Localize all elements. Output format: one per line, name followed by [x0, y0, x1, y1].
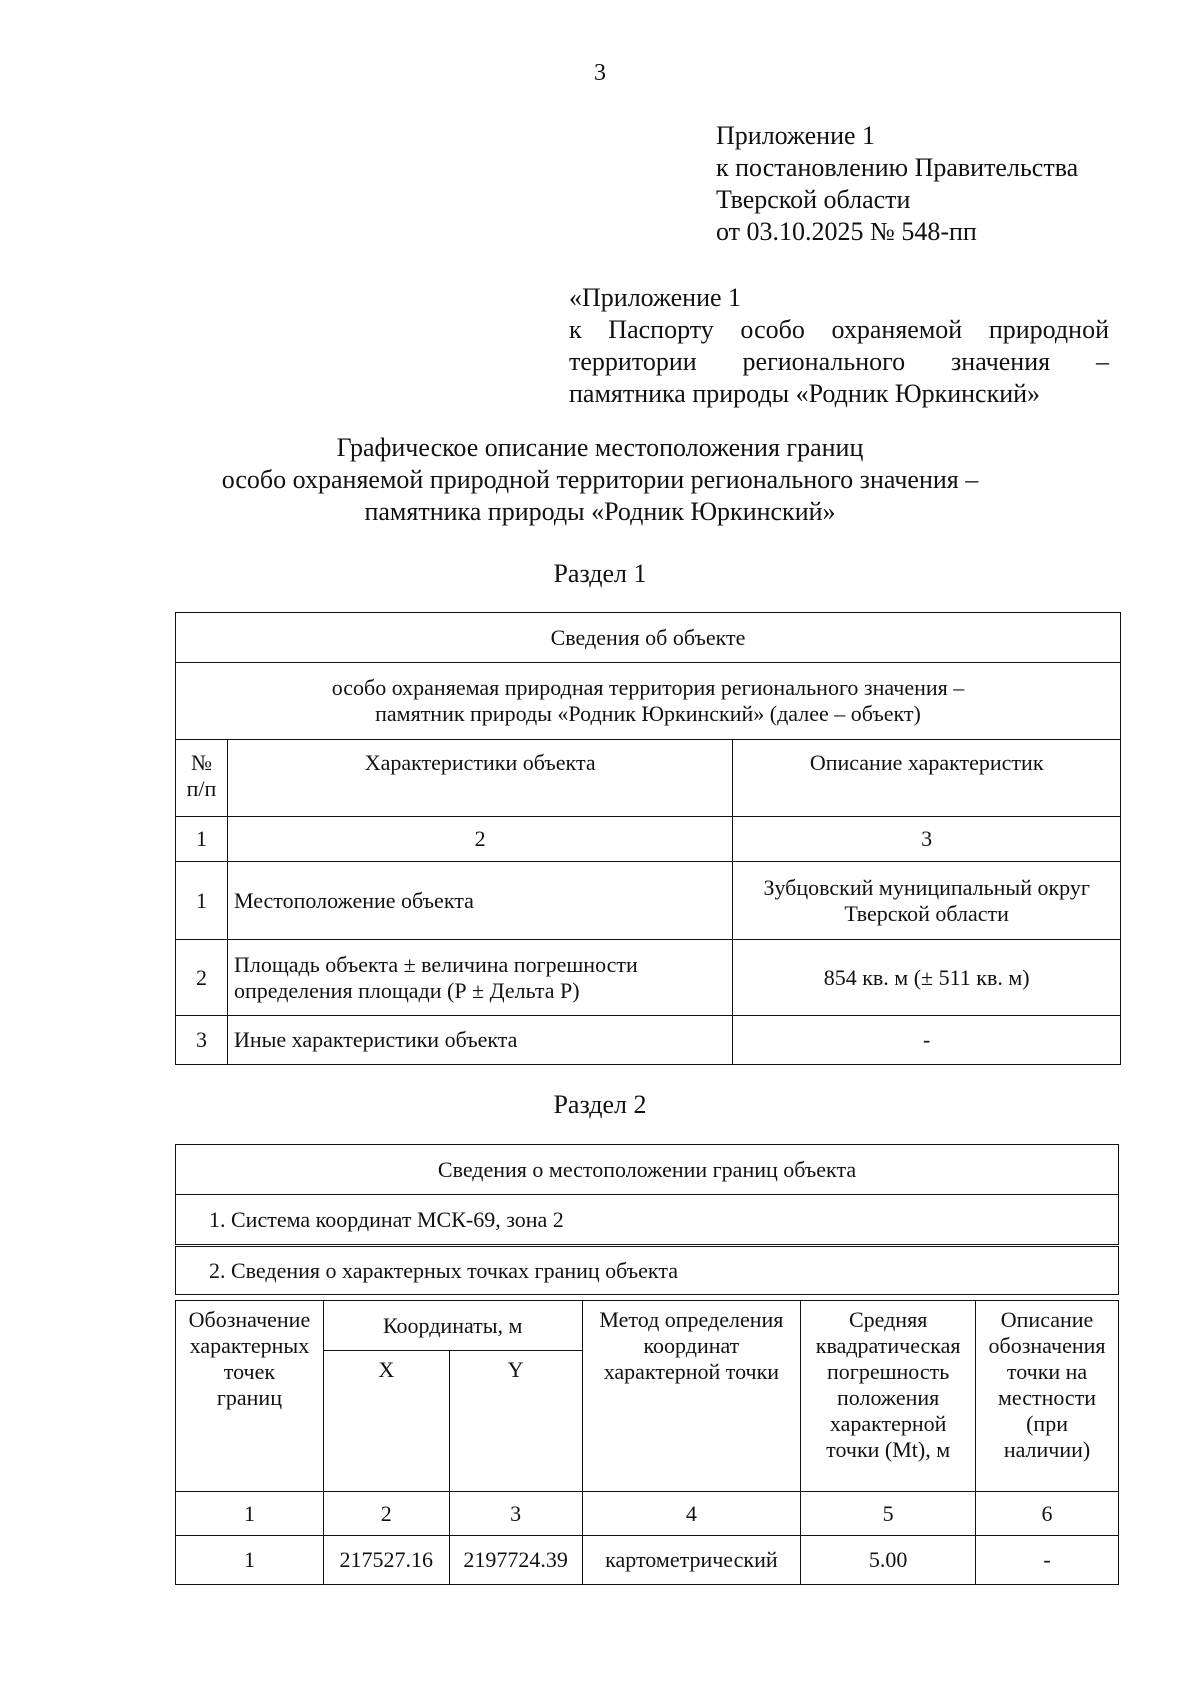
column-number: 2: [227, 817, 732, 862]
header-line: границ: [216, 1385, 282, 1410]
coordinate-system: 1. Система координат МСК-69, зона 2: [176, 1195, 1119, 1245]
column-header-coordinates: Координаты, м: [323, 1301, 582, 1351]
column-header-num: [176, 740, 228, 817]
header-line: наличии): [1003, 1437, 1091, 1462]
column-number: 3: [449, 1492, 582, 1536]
boundary-points-table: [175, 1300, 1119, 1585]
header-line: характерной точки: [603, 1359, 780, 1384]
column-header-num-line: №: [190, 750, 212, 775]
column-number: 4: [582, 1492, 801, 1536]
boundary-info-table: [175, 1144, 1119, 1245]
appendix-header-line: Тверской области: [716, 185, 911, 214]
row-number: 1: [176, 862, 228, 940]
row-value: -: [733, 1016, 1121, 1065]
column-number: 5: [801, 1492, 976, 1536]
column-header-method: [582, 1301, 801, 1492]
appendix-header-line: Приложение 1: [716, 121, 876, 150]
title-line: особо охраняемой природной территории регионального значения –: [221, 465, 979, 494]
row-number: 3: [176, 1016, 228, 1065]
column-number: 1: [176, 1492, 324, 1536]
column-header-characteristics: Характеристики объекта: [227, 740, 732, 817]
point-x: 217527.16: [323, 1536, 449, 1585]
row-characteristic: [227, 940, 732, 1016]
appendix-passport: [569, 282, 1109, 410]
column-header-x: X: [323, 1351, 449, 1492]
column-number: 3: [733, 817, 1121, 862]
header-line: Метод определения: [599, 1307, 784, 1332]
header-line: характерных: [189, 1333, 310, 1358]
appendix-passport-line: к Паспорту особо охраняемой природной: [569, 315, 1109, 344]
row-value-line: Тверской области: [844, 900, 1009, 926]
object-name-line: особо охраняемая природная территория регионального значения –: [331, 675, 965, 700]
column-header-y: Y: [449, 1351, 582, 1492]
row-characteristic: Иные характеристики объекта: [227, 1016, 732, 1065]
table-row: [176, 1536, 1119, 1585]
table-title: Сведения об объекте: [176, 613, 1121, 663]
table-row: [176, 862, 1121, 940]
row-characteristic-line: Площадь объекта ± величина погрешности: [233, 951, 638, 977]
column-number: 2: [323, 1492, 449, 1536]
row-value: 854 кв. м (± 511 кв. м): [733, 940, 1121, 1016]
column-header-designation: [176, 1301, 324, 1492]
point-marker: -: [976, 1536, 1119, 1585]
point-method: картометрический: [582, 1536, 801, 1585]
column-header-marker: [976, 1301, 1119, 1492]
appendix-passport-line: территории регионального значения –: [569, 347, 1109, 376]
object-name-line: памятник природы «Родник Юркинский» (далее – объект): [375, 701, 921, 726]
row-characteristic: Местоположение объекта: [227, 862, 732, 940]
row-characteristic-line: определения площади (Р ± Дельта Р): [233, 977, 580, 1003]
header-line: квадратическая: [815, 1333, 961, 1358]
object-info-table: [175, 612, 1121, 1065]
document-title: [0, 432, 1200, 528]
row-value: [733, 862, 1121, 940]
column-number: 1: [176, 817, 228, 862]
column-header-error: [801, 1301, 976, 1492]
header-line: точек: [223, 1359, 276, 1384]
appendix-passport-line: «Приложение 1: [569, 283, 742, 312]
object-name-cell: [176, 663, 1121, 740]
header-line: погрешность: [827, 1359, 950, 1384]
point-y: 2197724.39: [449, 1536, 582, 1585]
header-line: местности: [997, 1385, 1097, 1410]
points-info: 2. Сведения о характерных точках границ объекта: [176, 1247, 1119, 1295]
point-error: 5.00: [801, 1536, 976, 1585]
header-line: (при: [1026, 1411, 1068, 1436]
title-line: памятника природы «Родник Юркинский»: [364, 497, 836, 526]
appendix-header-line: от 03.10.2025 № 548-пп: [716, 217, 977, 246]
table-title: Сведения о местоположении границ объекта: [176, 1145, 1119, 1195]
header-line: точки (Mt), м: [826, 1437, 951, 1462]
header-line: положения: [837, 1385, 940, 1410]
column-header-num-line: п/п: [186, 776, 217, 801]
header-line: характерной: [829, 1411, 947, 1436]
header-line: Средняя: [848, 1307, 928, 1332]
point-designation: 1: [176, 1536, 324, 1585]
column-number: 6: [976, 1492, 1119, 1536]
header-line: координат: [643, 1333, 740, 1358]
header-line: точки на: [1006, 1359, 1088, 1384]
table-row: [176, 940, 1121, 1016]
table-row: [176, 1016, 1121, 1065]
section1-heading: Раздел 1: [553, 559, 647, 588]
header-line: Обозначение: [188, 1307, 311, 1332]
column-header-description: Описание характеристик: [733, 740, 1121, 817]
appendix-passport-line: памятника природы «Родник Юркинский»: [569, 379, 1041, 408]
appendix-header: [716, 120, 1078, 248]
header-line: Описание: [1000, 1307, 1094, 1332]
row-number: 2: [176, 940, 228, 1016]
points-info-table: [175, 1246, 1119, 1295]
appendix-header-line: к постановлению Правительства: [716, 153, 1079, 182]
page-number: 3: [594, 60, 606, 86]
section2-heading: Раздел 2: [553, 1090, 647, 1119]
row-value-line: Зубцовский муниципальный округ: [763, 874, 1090, 900]
title-line: Графическое описание местоположения границ: [336, 433, 864, 462]
header-line: обозначения: [988, 1333, 1106, 1358]
